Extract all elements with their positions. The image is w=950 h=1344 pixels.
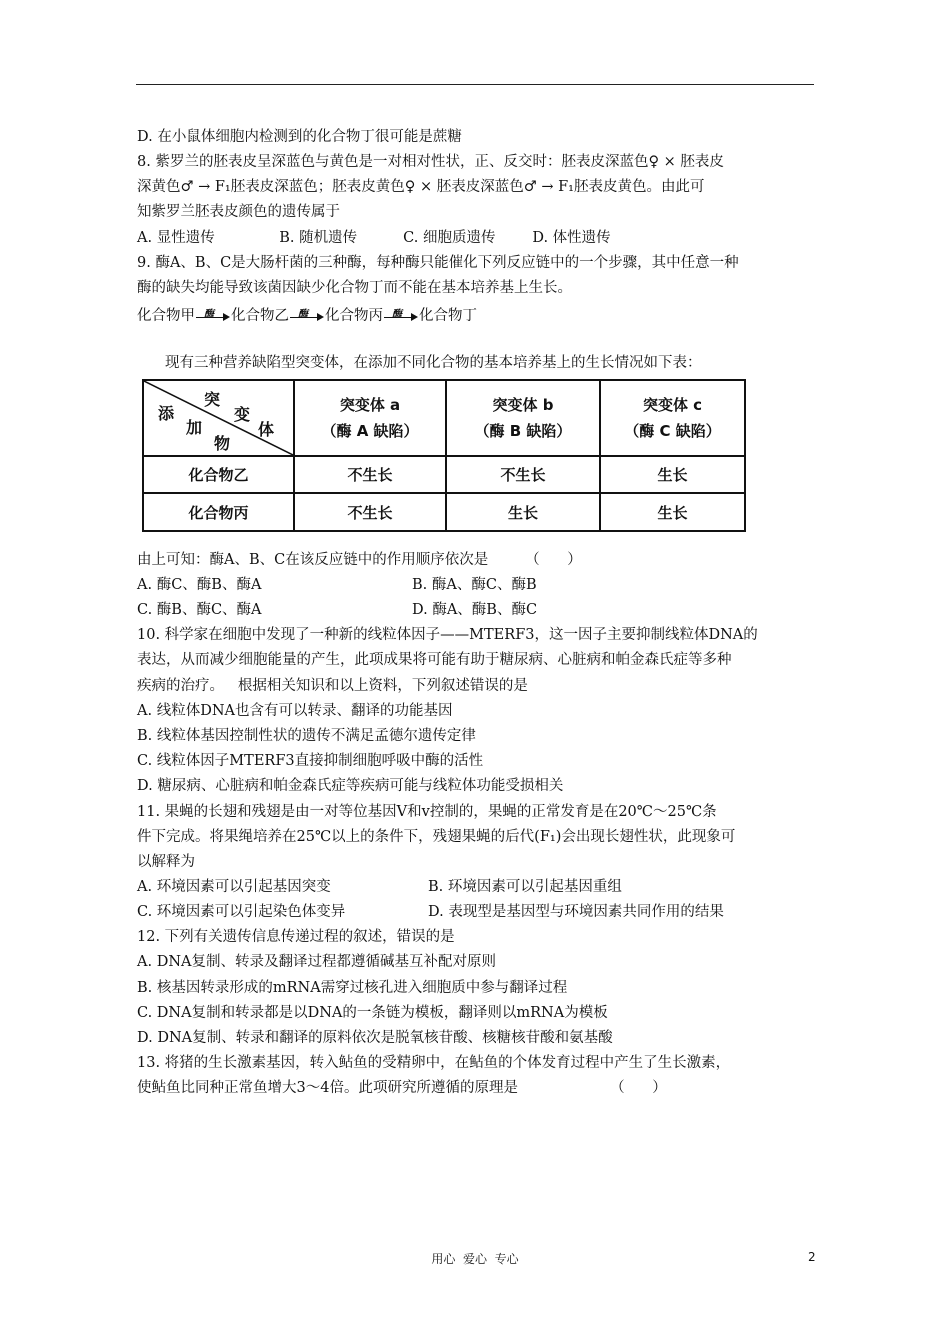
- text-line: 以解释为: [137, 854, 195, 870]
- compound-ding: 化合物丁: [419, 308, 477, 324]
- option-d: D. DNA复制、转录和翻译的原料依次是脱氧核苷酸、核糖核苷酸和氨基酸: [137, 1030, 613, 1046]
- question-11-text: 11. 果蝇的长翅和残翅是由一对等位基因V和v控制的，果蝇的正常发育是在20℃～25℃条: [137, 804, 717, 820]
- reaction-arrow: [196, 307, 230, 323]
- diag-bottom-char: 物: [214, 434, 231, 453]
- option-b: B. 核基因转录形成的mRNA需穿过核孔进入细胞质中参与翻译过程: [137, 980, 568, 996]
- diag-bottom-char: 加: [186, 418, 203, 437]
- compound-yi: 化合物乙: [231, 308, 289, 324]
- diag-top-char: 体: [258, 420, 275, 439]
- option-b: B. 环境因素可以引起基因重组: [428, 879, 622, 895]
- option-a: A. DNA复制、转录及翻译过程都遵循碱基互补配对原则: [137, 954, 496, 970]
- mutant-name: 突变体 c: [642, 396, 703, 414]
- text-line: D. 在小鼠体细胞内检测到的化合物丁很可能是蔗糖: [137, 129, 462, 145]
- row-label: 化合物丙: [143, 493, 294, 531]
- option-a: A. 线粒体DNA也含有可以转录、翻译的功能基因: [137, 703, 453, 719]
- row-label: 化合物乙: [143, 456, 294, 493]
- table-cell: 不生长: [446, 456, 600, 493]
- page-number: 2: [808, 1250, 816, 1264]
- option-d: D. 糖尿病、心脏病和帕金森氏症等疾病可能与线粒体功能受损相关: [137, 778, 564, 794]
- diag-top-char: 突: [204, 390, 221, 409]
- text-line: 使鲇鱼比同种正常鱼增大3～4倍。此项研究所遵循的原理是 （ ）: [137, 1080, 667, 1096]
- reaction-arrow: [290, 307, 324, 323]
- question-9-stem: 由上可知：酶A、B、C在该反应链中的作用顺序依次是 （ ）: [137, 552, 582, 568]
- text-line: 疾病的治疗。 根据相关知识和以上资料，下列叙述错误的是: [137, 678, 528, 694]
- compound-bing: 化合物丙: [325, 308, 383, 324]
- page-footer: 用心 爱心 专心: [431, 1252, 519, 1266]
- option-b: B. 酶A、酶C、酶B: [412, 577, 537, 593]
- diagonal-header-cell: [143, 380, 294, 456]
- question-12-text: 12. 下列有关遗传信息传递过程的叙述，错误的是: [137, 929, 455, 945]
- question-8-text: 8. 紫罗兰的胚表皮呈深蓝色与黄色是一对相对性状，正、反交时：胚表皮深蓝色♀ × 胚表皮: [137, 154, 724, 170]
- table-cell: 不生长: [294, 493, 446, 531]
- question-8-options: A. 显性遗传 B. 随机遗传 C. 细胞质遗传 D. 体性遗传: [137, 230, 611, 246]
- question-13-text: 13. 将猪的生长激素基因，转入鲇鱼的受精卵中，在鲇鱼的个体发育过程中产生了生长激素，: [137, 1055, 731, 1071]
- reaction-arrow: [384, 307, 418, 323]
- option-c: C. 酶B、酶C、酶A: [137, 602, 262, 618]
- option-b: B. 线粒体基因控制性状的遗传不满足孟德尔遗传定律: [137, 728, 476, 744]
- option-c: C. DNA复制和转录都是以DNA的一条链为模板，翻译则以mRNA为模板: [137, 1005, 608, 1021]
- option-d: D. 酶A、酶B、酶C: [412, 602, 538, 618]
- mutant-note: （酶 C 缺陷）: [624, 422, 721, 440]
- question-9-text: 9. 酶A、B、C是大肠杆菌的三种酶，每种酶只能催化下列反应链中的一个步骤，其中任意一种: [137, 255, 739, 271]
- compound-jia: 化合物甲: [137, 308, 195, 324]
- table-row: [143, 456, 745, 493]
- option-d: D. 表现型是基因型与环境因素共同作用的结果: [428, 904, 724, 920]
- option-c: C. 线粒体因子MTERF3直接抑制细胞呼吸中酶的活性: [137, 753, 484, 769]
- mutant-note: （酶 B 缺陷）: [474, 422, 572, 440]
- text-line: 深黄色♂ → F₁胚表皮深蓝色；胚表皮黄色♀ × 胚表皮深蓝色♂ → F₁胚表皮黄色。由此可: [137, 179, 705, 195]
- enzyme-label: 酶: [392, 308, 402, 320]
- reaction-chain: [137, 304, 477, 325]
- text-line: 件下完成。将果绳培养在25℃以上的条件下，残翅果蝇的后代(F₁)会出现长翅性状，此现象可: [137, 829, 736, 845]
- option-a: A. 环境因素可以引起基因突变: [137, 879, 331, 895]
- mutant-note: （酶 A 缺陷）: [321, 422, 419, 440]
- table-cell: 生长: [600, 456, 745, 493]
- column-header: [600, 380, 745, 456]
- column-header: [294, 380, 446, 456]
- diag-top-char: 变: [234, 405, 251, 424]
- diag-bottom-char: 添: [158, 404, 175, 423]
- text-line: 酶的缺失均能导致该菌因缺少化合物丁而不能在基本培养基上生长。: [137, 280, 572, 296]
- enzyme-label: 酶: [204, 308, 214, 320]
- table-header-row: [143, 380, 745, 456]
- table-cell: 生长: [600, 493, 745, 531]
- table-row: [143, 493, 745, 531]
- text-line: 知紫罗兰胚表皮颜色的遗传属于: [137, 204, 340, 220]
- header-rule: [136, 84, 814, 85]
- mutant-name: 突变体 a: [339, 396, 401, 414]
- text-line: 表达，从而减少细胞能量的产生，此项成果将可能有助于糖尿病、心脏病和帕金森氏症等多种: [137, 652, 732, 668]
- table-cell: 不生长: [294, 456, 446, 493]
- table-cell: 生长: [446, 493, 600, 531]
- option-c: C. 环境因素可以引起染色体变异: [137, 904, 346, 920]
- mutant-name: 突变体 b: [492, 396, 554, 414]
- mutant-growth-table: [142, 379, 746, 532]
- enzyme-label: 酶: [298, 308, 308, 320]
- table-intro: 现有三种营养缺陷型突变体，在添加不同化合物的基本培养基上的生长情况如下表：: [165, 355, 702, 371]
- question-10-text: 10. 科学家在细胞中发现了一种新的线粒体因子——MTERF3，这一因子主要抑制线粒体DNA的: [137, 627, 758, 643]
- option-a: A. 酶C、酶B、酶A: [137, 577, 262, 593]
- column-header: [446, 380, 600, 456]
